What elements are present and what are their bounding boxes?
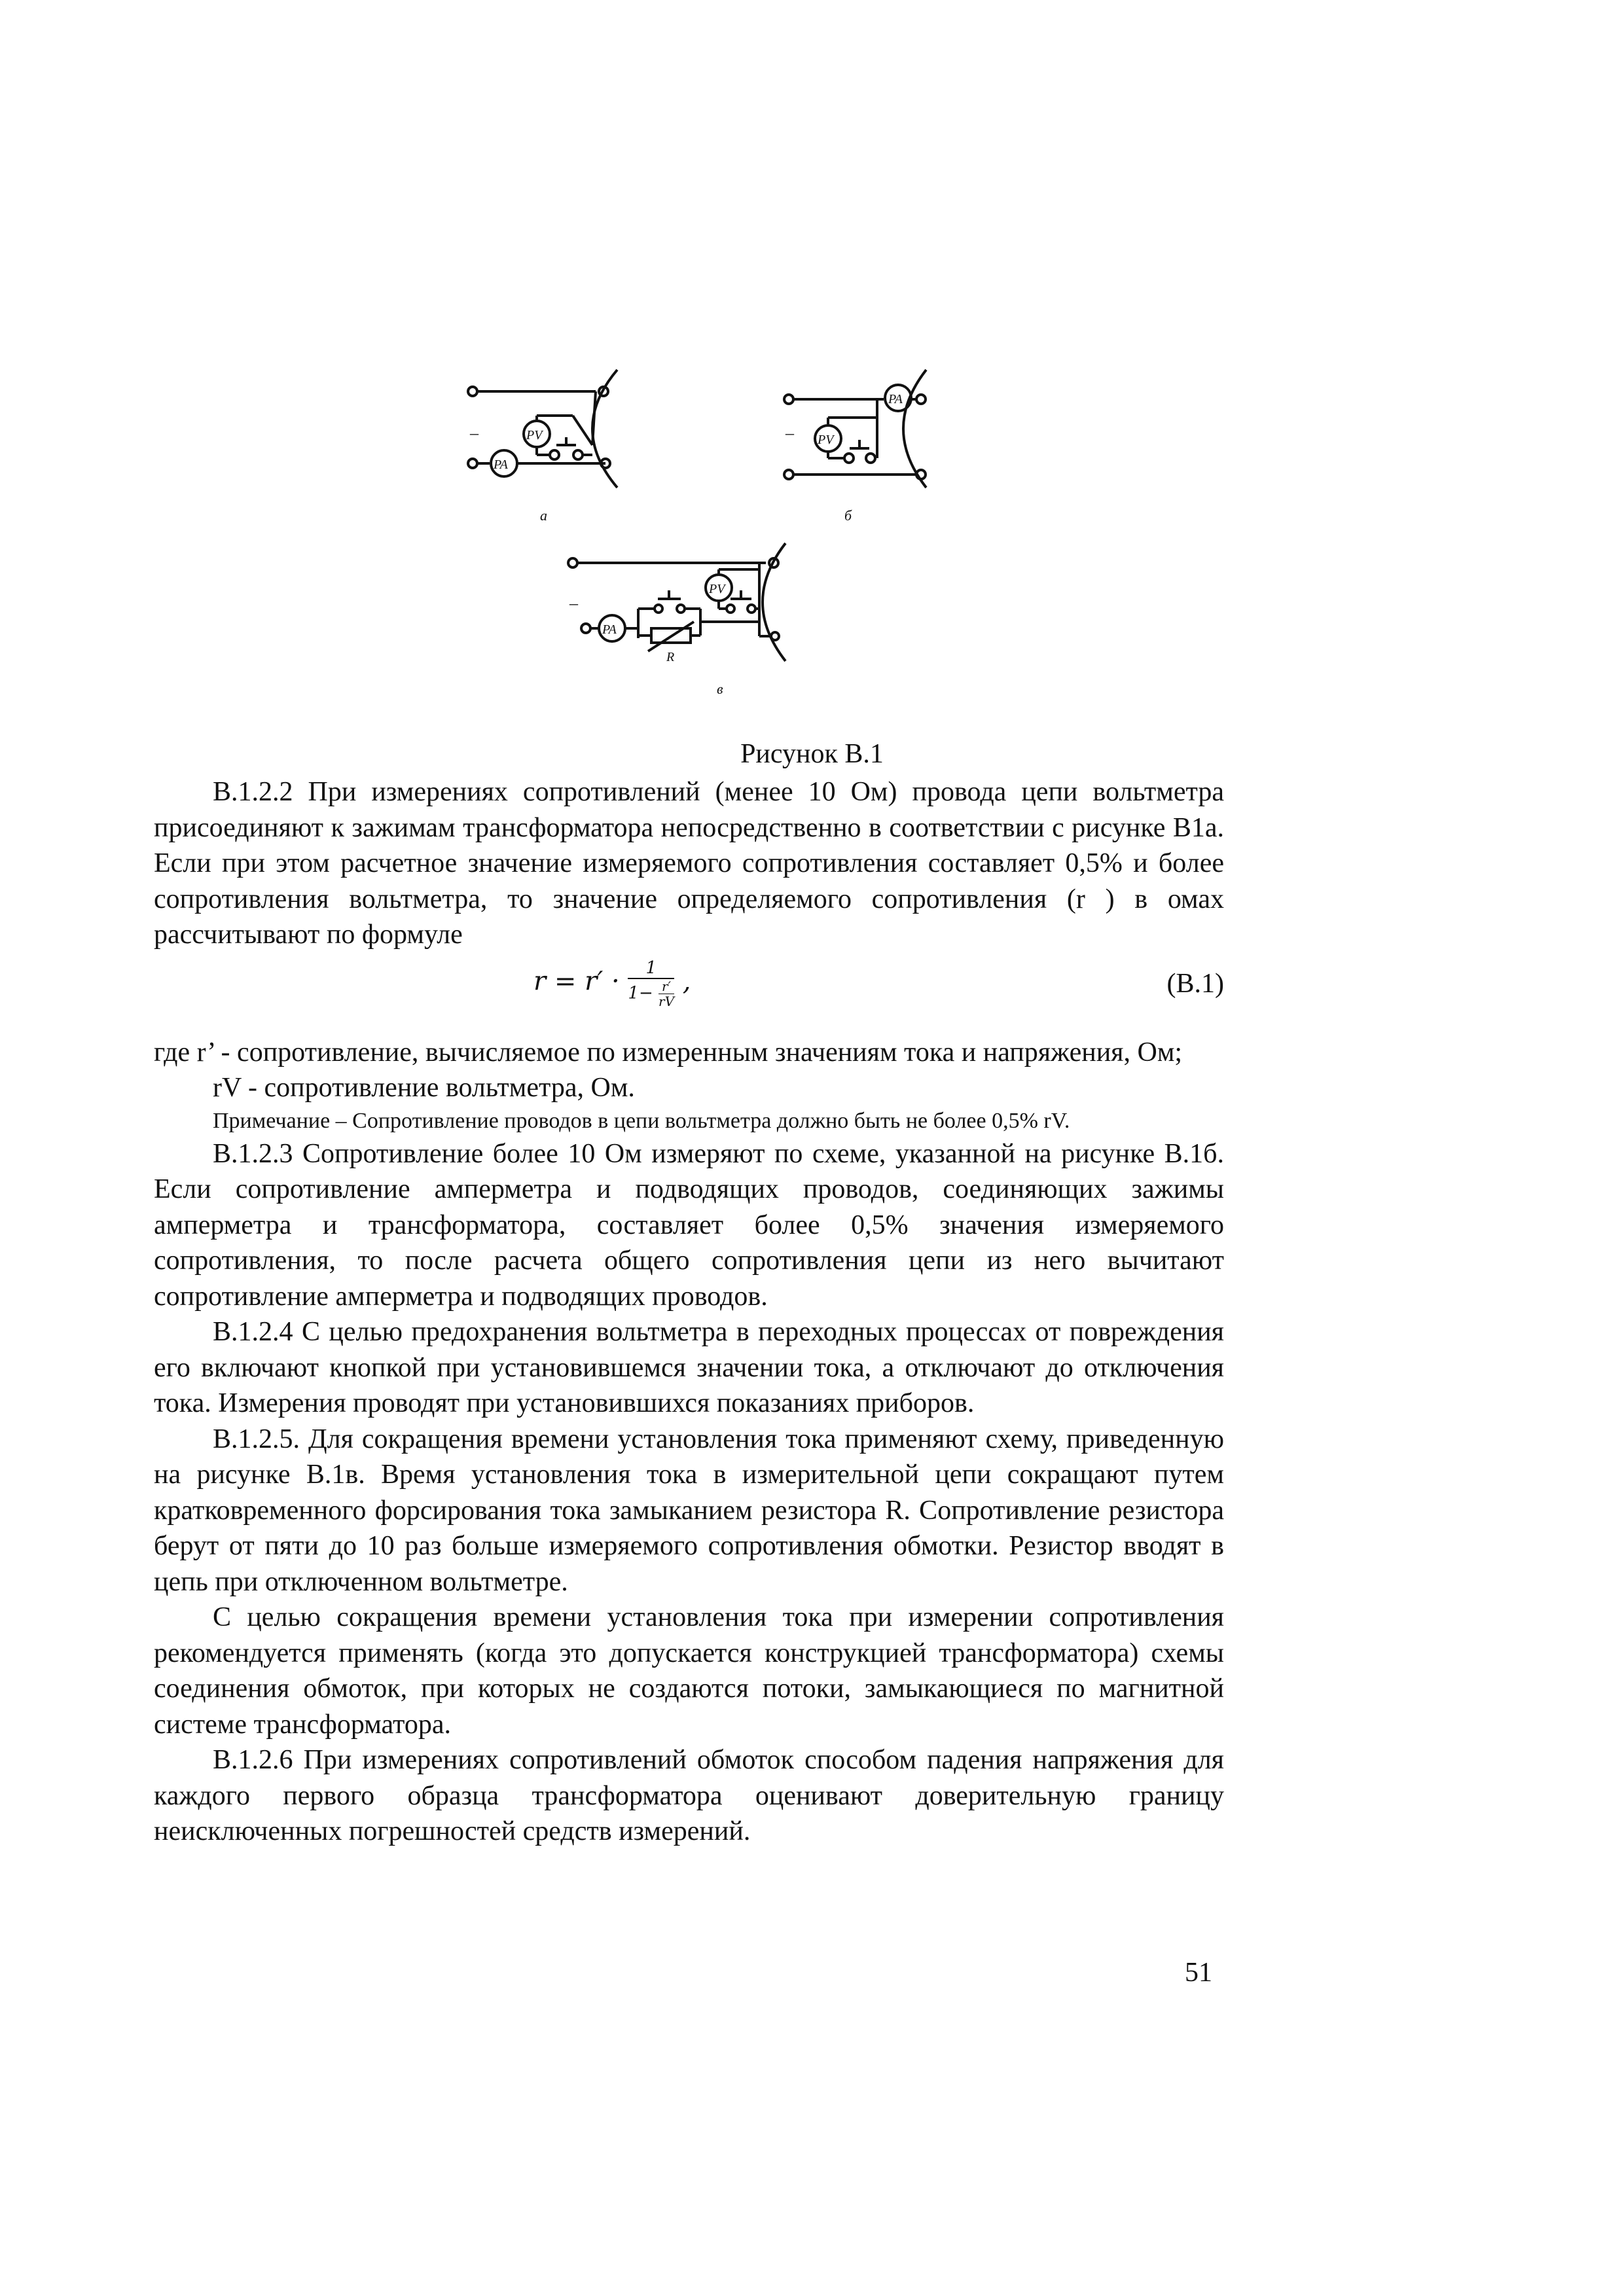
- circuit-diagrams: [458, 340, 995, 746]
- label-a: а: [540, 507, 547, 524]
- svg-text:PV: PV: [709, 582, 725, 596]
- formula-lhs: r = r′ ·: [533, 966, 628, 996]
- svg-text:–: –: [569, 594, 578, 613]
- formula-expression: [533, 958, 691, 1009]
- svg-text:PA: PA: [888, 392, 903, 406]
- pv-label: PV: [526, 428, 543, 442]
- formula-number: (В.1): [1166, 968, 1224, 999]
- label-b: б: [844, 507, 852, 524]
- formula-denominator: [628, 979, 674, 1009]
- formula-inner-fraction: [659, 979, 674, 1009]
- where-rv: rV - сопротивление вольтметра, Ом.: [213, 1073, 635, 1103]
- paragraph-time-reduction: С целью сокращения времени установления тока при измерении сопротивления рекомендуется применять (когда это допускается конструкцией трансформатора) схемы соединения обмоток, при которых не создаются потоки, замыкающиеся по магнитной системе трансформатора.: [154, 1602, 1224, 1740]
- svg-text:PA: PA: [602, 622, 617, 637]
- resistor-label: R: [666, 650, 675, 664]
- diagram-v: [568, 543, 785, 697]
- note: Примечание – Сопротивление проводов в цепи вольтметра должно быть не более 0,5% rV.: [213, 1108, 1070, 1133]
- formula-suffix: ,: [682, 966, 691, 996]
- formula-den-prefix: 1−: [628, 983, 653, 1003]
- paragraph-b126: В.1.2.6 При измерениях сопротивлений обмоток способом падения напряжения для каждого первого образца трансформатора оценивают доверительную границу неисключенных погрешностей средств измерений.: [154, 1745, 1224, 1846]
- formula-fraction: [628, 958, 674, 1009]
- formula-numerator: 1: [628, 958, 674, 979]
- formula-b1: [154, 953, 1224, 1035]
- paragraph-b125: В.1.2.5. Для сокращения времени установления тока применяют схему, приведенную на рисунке В.1в. Время установления тока в измерительной цепи сокращают путем кратковременного форсирования тока замыканием резистора R. Сопротивление резистора берут от пяти до 10 раз больше измеряемого сопротивления обмотки. Резистор вводят в цепь при отключенном вольтметре.: [154, 1424, 1224, 1597]
- circuit-figure: [458, 340, 995, 746]
- formula-inner-num: r′: [659, 979, 674, 994]
- where-r-prime: где r’ - сопротивление, вычисляемое по измеренным значениям тока и напряжения, Ом;: [154, 1037, 1183, 1067]
- paragraph-b124: В.1.2.4 С целью предохранения вольтметра в переходных процессах от повреждения его включают кнопкой при установившемся значении тока, а отключают до отключения тока. Измерения проводят при установившихся показаниях приборов.: [154, 1317, 1224, 1418]
- svg-text:–: –: [785, 423, 794, 442]
- diagram-b: [784, 370, 926, 524]
- minus-label-a: –: [470, 423, 478, 442]
- pa-label: PA: [494, 457, 508, 472]
- formula-inner-den: rV: [659, 993, 675, 1009]
- body-text: [154, 774, 1224, 1850]
- paragraph-b123: В.1.2.3 Сопротивление более 10 Ом измеряют по схеме, указанной на рисунке В.1б. Если сопротивление амперметра и подводящих проводов, соединяющих зажимы амперметра и трансформатора, составляет более 0,5% значения измеряемого сопротивления, то после расчета общего сопротивления цепи из него вычитают сопротивление амперметра и подводящих проводов.: [154, 1138, 1224, 1312]
- diagram-a: [468, 370, 617, 524]
- paragraph-b122: В.1.2.2 При измерениях сопротивлений (менее 10 Ом) провода цепи вольтметра присоединяют к зажимам трансформатора непосредственно в соответствии с рисунке В1а. Если при этом расчетное значение измеряемого сопротивления составляет 0,5% и более сопротивления вольтметра, то значение определяемого сопротивления (r ) в омах рассчитывают по формуле: [154, 777, 1224, 950]
- label-v: в: [717, 681, 723, 697]
- svg-text:PV: PV: [818, 433, 834, 447]
- figure-caption: Рисунок В.1: [740, 739, 884, 769]
- page-number: 51: [1185, 1958, 1212, 1988]
